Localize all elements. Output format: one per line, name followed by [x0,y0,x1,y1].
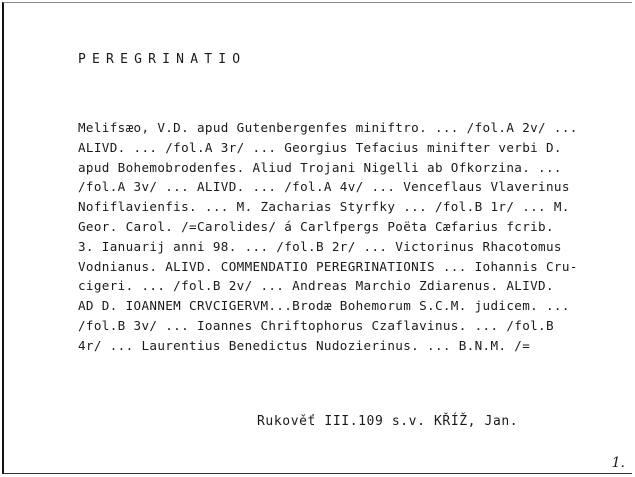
text-line: Melifsæo, V.D. apud Gutenbergenfes miniftro. ... /fol.A 2v/ ... [78,120,578,135]
text-line: cigeri. ... /fol.B 2v/ ... Andreas Marchio Zdiarenus. ALIVD. [78,278,554,294]
text-line: ALIVD. ... /fol.A 3r/ ... Georgius Tefacius minifter verbi D. [78,139,562,155]
text-line: /fol.B 3v/ ... Ioannes Chriftophorus Czaflavinus. ... /fol.B [78,317,554,333]
card-heading: PEREGRINATIO [78,52,247,67]
text-line: apud Bohemobrodenfes. Aliud Trojani Nigelli ab Ofkorzina. ... [78,159,562,175]
text-line: Geor. Carol. /=Carolides/ á Carlfpergs Poëta Cæfarius fcrib. [78,218,554,234]
text-line: /fol.A 3v/ ... ALIVD. ... /fol.A 4v/ ... Venceflaus Vlaverinus [78,179,570,195]
source-reference: Rukověť III.109 s.v. KŘÍŽ, Jan. [257,414,519,429]
text-line: Vodnianus. ALIVD. COMMENDATIO PEREGRINATIONIS ... Iohannis Cru- [78,258,578,274]
text-line: 4r/ ... Laurentius Benedictus Nudozierinus. ... B.N.M. /= [78,337,531,353]
card-number: 1. [611,455,625,471]
card-body [78,118,618,356]
text-line: Nofiflavienfis. ... M. Zacharias Styrfky ... /fol.B 1r/ ... M. [78,199,570,215]
text-line: 3. Ianuarij anni 98. ... /fol.B 2r/ ... Victorinus Rhacotomus [78,238,562,254]
text-line: AD D. IOANNEM CRVCIGERVM...Brodæ Bohemorum S.C.M. judicem. ... [78,298,570,314]
